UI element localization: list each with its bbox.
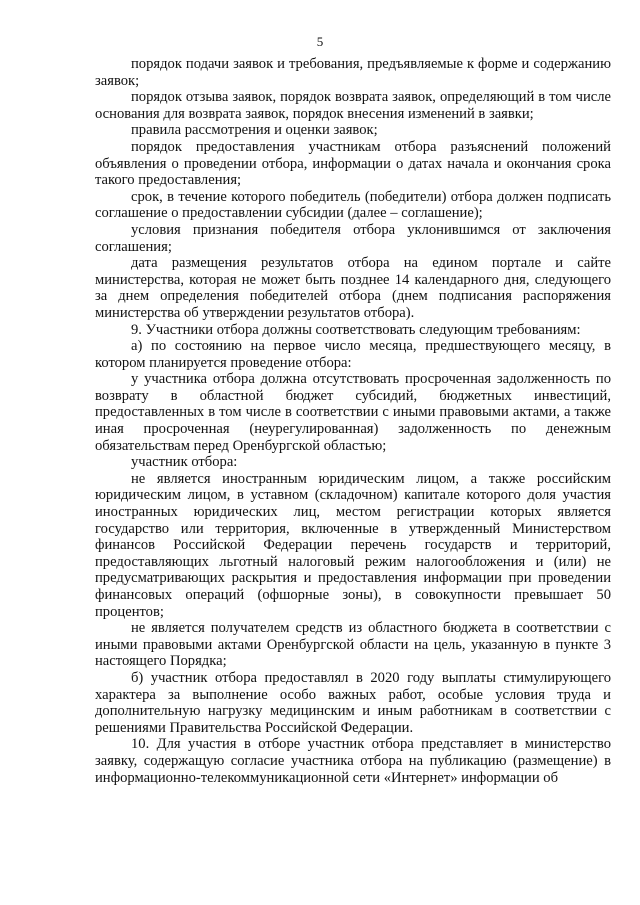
paragraph-application-withdrawal: порядок отзыва заявок, порядок возврата заявок, определяющий в том числе основания для возврата заявок, порядок внесения изменений в заявки; [95, 89, 611, 122]
page-number: 5 [316, 34, 324, 49]
paragraph-review-rules: правила рассмотрения и оценки заявок; [131, 122, 378, 139]
paragraph-item-b: б) участник отбора предоставлял в 2020 году выплаты стимулирующего характера за выполнение особо важных работ, особые условия труда и дополнительную нагрузку медицинским и иным работникам в соответствии с решениями Правительства Российской Федерации. [95, 669, 611, 736]
paragraph-evasion-conditions: условия признания победителя отбора уклонившимся от заключения соглашения; [95, 221, 611, 255]
paragraph-not-foreign: не является иностранным юридическим лицом, а также российским юридическим лицом, в уставном (складочном) капитале которого доля участия иностранных юридических лиц, местом регистрации которых является государство или территория, включенные в утвержденный Министерством финансов Российской Федерации перечень государств и территорий, предоставляющих льготный налоговый режим налогообложения и (или) не предусматривающих раскрытия и предоставления информации при проведении финансовых операций (офшорные зоны), в совокупности превышает 50 процентов; [95, 470, 611, 620]
document-body [95, 56, 611, 786]
paragraph-application-submission: порядок подачи заявок и требования, предъявляемые к форме и содержанию заявок; [95, 56, 611, 89]
paragraph-not-recipient: не является получателем средств из областного бюджета в соответствии с иными правовыми актами Оренбургской области на цель, указанную в пункте 3 настоящего Порядка; [95, 620, 611, 670]
paragraph-no-debt: у участника отбора должна отсутствовать просроченная задолженность по возврату в областной бюджет субсидий, бюджетных инвестиций, предоставленных в том числе в соответствии с иными правовыми актами, а также иная просроченная (неурегулированная) задолженность по денежным обязательствам перед Оренбургской областью; [95, 371, 611, 454]
paragraph-participant: участник отбора: [131, 454, 238, 471]
paragraph-section-10: 10. Для участия в отборе участник отбора представляет в министерство заявку, содержащую согласие участника отбора на публикацию (размещение) в информационно-телекоммуникационной сети «Интернет» информации об [95, 736, 611, 786]
paragraph-results-publication: дата размещения результатов отбора на едином портале и сайте министерства, которая не может быть позднее 14 календарного дня, следующего за днем определения победителей отбора (днем подписания распоряжения министерства об утверждении результатов отбора). [95, 255, 611, 321]
paragraph-section-9: 9. Участники отбора должны соответствовать следующим требованиям: [131, 321, 581, 338]
paragraph-item-a: а) по состоянию на первое число месяца, предшествующего месяцу, в котором планируется проведение отбора: [95, 338, 611, 371]
paragraph-agreement-deadline: срок, в течение которого победитель (победители) отбора должен подписать соглашение о предоставлении субсидии (далее – соглашение); [95, 188, 611, 222]
paragraph-clarifications: порядок предоставления участникам отбора разъяснений положений объявления о проведении отбора, информации о датах начала и окончания срока такого предоставления; [95, 138, 611, 189]
